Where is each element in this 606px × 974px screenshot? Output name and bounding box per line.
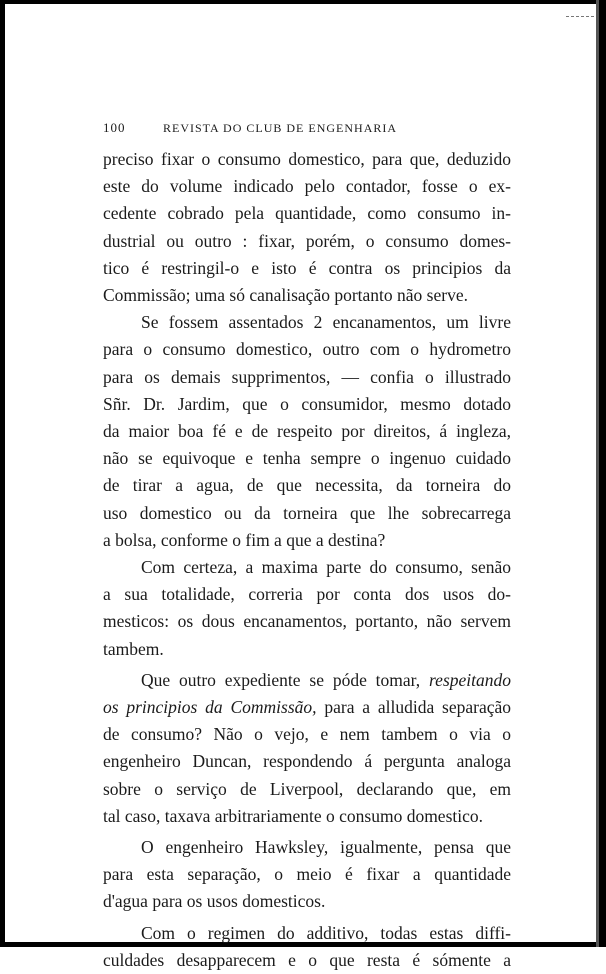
- text-line: d'agua para os usos domesticos.: [103, 891, 326, 912]
- text-line: Commissão; uma só canalisação portanto não serve.: [103, 285, 468, 306]
- text-line: Com o regimen do additivo, todas estas diffi-: [141, 922, 511, 943]
- paragraph-3: [103, 554, 511, 663]
- text-line: dustrial ou outro : fixar, porém, o consumo domes-: [103, 230, 511, 251]
- italic-phrase: respeitando: [429, 669, 511, 690]
- text-line: para esta separação, o meio é fixar a quantidade: [103, 864, 511, 885]
- body-text: [103, 146, 511, 974]
- paragraph-4: [103, 667, 511, 830]
- corner-mark: [566, 16, 594, 18]
- page: [103, 120, 511, 974]
- text-line: da maior boa fé e de respeito por direitos, á ingleza,: [103, 421, 511, 442]
- running-header: [103, 120, 511, 136]
- text-line: a sua totalidade, correria por conta dos usos do-: [103, 584, 511, 605]
- text-line: tico é restringil-o e isto é contra os principios da: [103, 257, 511, 278]
- text-line: culdades desapparecem e o que resta é sómente a: [103, 949, 511, 970]
- paragraph-2: [103, 309, 511, 554]
- text-line: para os demais supprimentos, — confia o illustrado: [103, 366, 511, 387]
- text-line: este do volume indicado pelo contador, fosse o ex-: [103, 176, 511, 197]
- text-line: cedente cobrado pela quantidade, como consumo in-: [103, 203, 511, 224]
- paragraph-1: [103, 146, 511, 309]
- running-title: REVISTA DO CLUB DE ENGENHARIA: [163, 121, 398, 135]
- text-segment: para a alludida separação: [324, 697, 511, 718]
- text-line: não se equivoque e tenha sempre o ingenuo cuidado: [103, 448, 511, 469]
- text-line: de tirar a agua, de que necessita, da torneira do: [103, 475, 511, 496]
- text-line: preciso fixar o consumo domestico, para que, deduzido: [103, 149, 511, 169]
- text-line: Sñr. Dr. Jardim, que o consumidor, mesmo dotado: [103, 393, 511, 414]
- text-line: [103, 667, 511, 694]
- text-line: de consumo? Não o vejo, e nem tambem o via o: [103, 724, 511, 745]
- text-line: Se fossem assentados 2 encanamentos, um livre: [141, 312, 511, 333]
- text-line: tambem.: [103, 638, 164, 659]
- text-line: O engenheiro Hawksley, igualmente, pensa que: [141, 837, 511, 858]
- italic-phrase: os principios da Commissão,: [103, 697, 317, 718]
- text-line: [103, 694, 511, 721]
- text-line: engenheiro Duncan, respondendo á pergunta analoga: [103, 751, 511, 772]
- text-line: a bolsa, conforme o fim a que a destina?: [103, 529, 386, 550]
- paragraph-5: [103, 834, 511, 916]
- text-line: tal caso, taxava arbitrariamente o consumo domestico.: [103, 805, 484, 826]
- text-line: Com certeza, a maxima parte do consumo, senão: [141, 557, 511, 578]
- text-line: sobre o serviço de Liverpool, declarando que, em: [103, 778, 511, 799]
- text-line: para o consumo domestico, outro com o hydrometro: [103, 339, 511, 360]
- page-edge: [599, 0, 606, 947]
- text-line: mesticos: os dous encanamentos, portanto, não servem: [103, 611, 511, 632]
- text-line: uso domestico ou da torneira que lhe sobrecarrega: [103, 502, 511, 523]
- text-segment: Que outro expediente se póde tomar,: [141, 669, 421, 690]
- page-number: 100: [103, 120, 126, 135]
